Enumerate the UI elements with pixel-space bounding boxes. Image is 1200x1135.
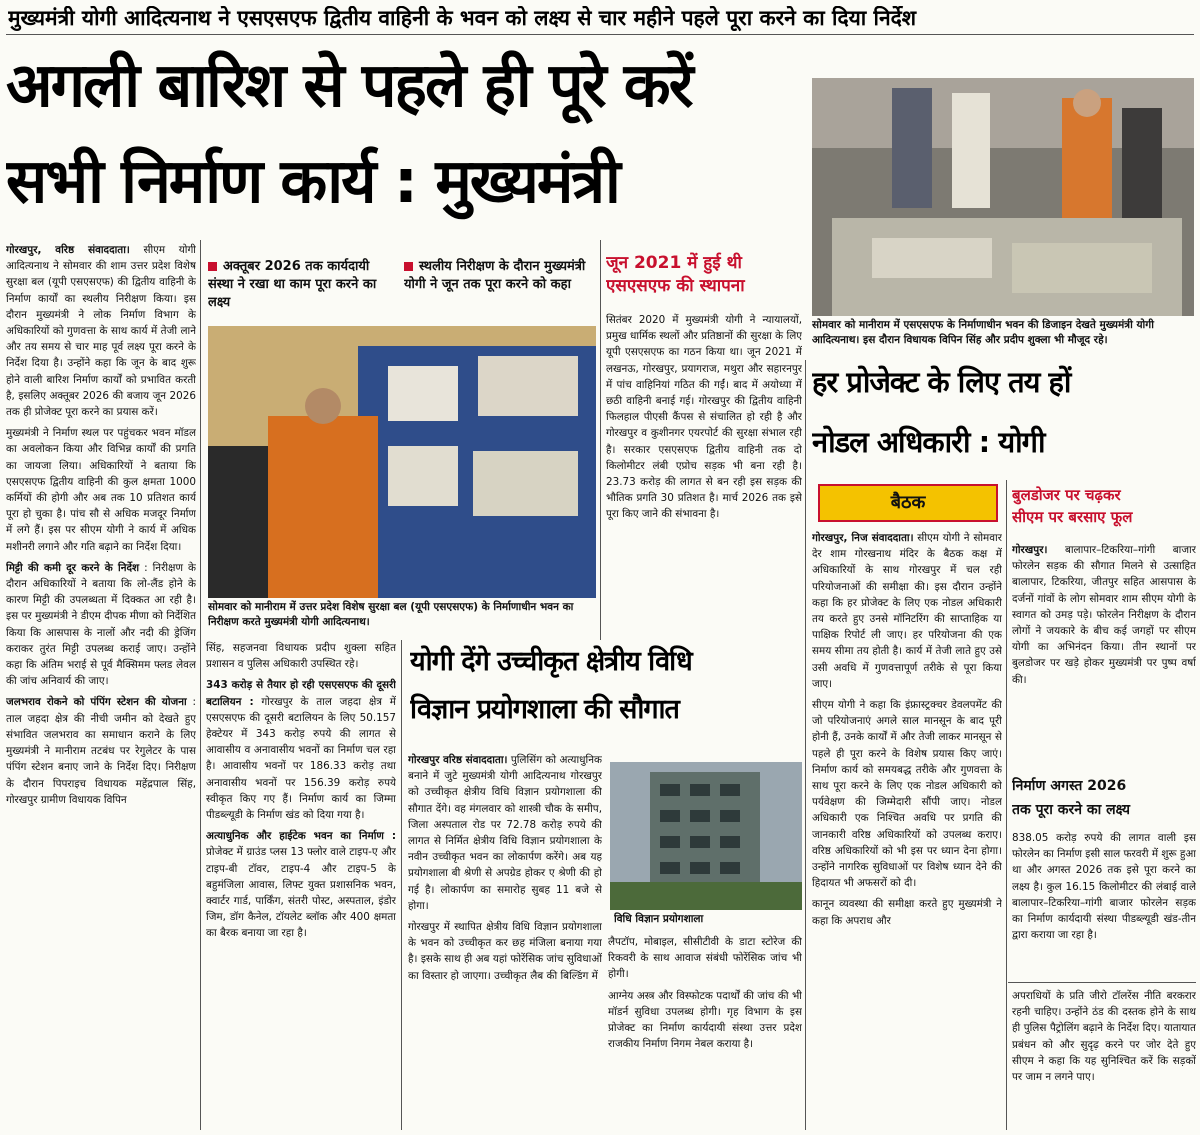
bulldozer-dateline: गोरखपुर। xyxy=(1012,544,1048,556)
col-divider-2 xyxy=(600,240,601,640)
main-story-subhead-1: मिट्टी की कमी दूर करने के निर्देश xyxy=(6,561,140,574)
bulldozer-subhead-line2: तक पूरा करने का लक्ष्य xyxy=(1012,802,1130,818)
main-story-column xyxy=(6,242,196,1132)
photo-lab-building xyxy=(610,762,802,910)
nodal-story-continued: अपराधियों के प्रति जीरो टॉलरेंस नीति बरकरार रहनी चाहिए। उन्होंने ठंड की दस्तक होने के साथ ही पुलिस पैट्रोलिंग बढ़ाने के निर्देश दिए। यातायात प्रबंधन को और सुदृढ़ करने पर जोर देते हुए सीएम ने कहा कि यह सुनिश्चित करें कि सड़कों पर जाम न लगने पाए। xyxy=(1012,990,1196,1084)
middle-para-2: गोरखपुर के ताल जहदा क्षेत्र में एसएसएफ की दूसरी बटालियन के लिए 50.157 हेक्टेयर में 343 करोड़ रुपये की लागत से आवासीय व अनावासीय भवनों का निर्माण चल रहा है। आवासीय भवनों पर 186.33 करोड़ तथा अनावासीय भवनों पर 156.39 करोड़ रुपये स्वीकृत किए गए हैं। निर्माण कार्य का जिम्मा पीडब्ल्यूडी के निर्माण खंड को दिया गया है। xyxy=(206,695,396,822)
main-story-dateline: गोरखपुर, वरिष्ठ संवाददाता। xyxy=(6,244,130,256)
bullet-2 xyxy=(404,258,596,320)
main-story-para-2: मुख्यमंत्री ने निर्माण स्थल पर पहुंचकर भवन मॉडल का अवलोकन किया और विभिन्न कार्यों की प्रगति का जायजा लिया। अधिकारियों ने बताया कि एसएसएफ द्वितीय वाहिनी की कुल क्षमता 1000 कर्मियों की होगी और अब तक 10 प्रतिशत कार्य पूरा हो चुका है। पांच सौ से अधिक मजदूर निर्माण में लगे हैं। इस पर सीएम योगी ने कार्य में अधिक मशीनरी लगाने और गति बढ़ाने का निर्देश दिया। xyxy=(6,427,196,553)
photo-lab-building-image xyxy=(610,762,802,910)
bulldozer-headline xyxy=(1012,484,1194,538)
middle-story-column xyxy=(206,640,396,1130)
lab-story-column-2 xyxy=(608,934,802,1130)
nodal-story-para-2: सीएम योगी ने कहा कि इंफ्रास्ट्रक्चर डेवलपमेंट की जो परियोजनाएं अगले साल मानसून के बाद पूरी होनी हैं, उनके कार्यों में और तेजी लाकर मानसून से पहले ही पूरा करने के विशेष प्रयास किए जाएं। निर्माण कार्य को समयबद्ध तरीके और गुणवत्ता के साथ पूरा करने के लिए एक नोडल अधिकारी को पर्यवेक्षण की जिम्मेदारी सौंपी जाए। नोडल अधिकारी एक निश्चित अवधि पर प्रगति की जानकारी वरिष्ठ अधिकारियों को उपलब्ध कराए। वरिष्ठ अधिकारियों को भी इस पर ध्यान देना होगा। उन्होंने नागरिक सुविधाओं पर विशेष ध्यान देने की हिदायत भी अफसरों को दी। xyxy=(812,699,1002,890)
ssf-box-title-line1: जून 2021 में हुई थी xyxy=(606,253,742,273)
bullet-1-text: अक्तूबर 2026 तक कार्यदायी संस्था ने रखा था काम पूरा करने का लक्ष्य xyxy=(208,259,377,310)
bullet-square-icon xyxy=(404,262,413,271)
main-story-subhead-2: जलभराव रोकने को पंपिंग स्टेशन की योजना xyxy=(6,696,187,709)
lab-story-para-2: गोरखपुर में स्थापित क्षेत्रीय विधि विज्ञान प्रयोगशाला के भवन को उच्चीकृत कर छह मंजिला बनाया गया है। इसके साथ ही अब यहां फोरेंसिक जांच सुविधाओं का विस्तार हो जाएगा। उच्चीकृत लैब की बिल्डिंग में xyxy=(408,921,602,982)
lab-story-dateline: गोरखपुर वरिष्ठ संवाददाता। xyxy=(408,754,508,766)
nodal-story-para-3: कानून व्यवस्था की समीक्षा करते हुए मुख्यमंत्री ने कहा कि अपराध और xyxy=(812,898,1002,927)
main-story-para-4: : ताल जहदा क्षेत्र की नीची जमीन को देखते हुए संभावित जलभराव का समाधान कराने के लिए मुख्यमंत्री ने मानीराम तटबंध पर रेगुलेटर के पास पंपिंग स्टेशन बनाए जाने के निर्देश दिए। निरीक्षण के दौरान पिपराइच विधायक महेंद्रपाल सिंह, गोरखपुर ग्रामीण विधायक विपिन xyxy=(6,696,196,806)
bullet-2-text: स्थलीय निरीक्षण के दौरान मुख्यमंत्री योगी ने जून तक पूरा करने को कहा xyxy=(404,259,586,292)
main-headline-line1: अगली बारिश से पहले ही पूरे करें xyxy=(6,50,692,121)
ssf-box-text: सितंबर 2020 में मुख्यमंत्री योगी ने न्यायालयों, प्रमुख धार्मिक स्थलों और प्रतिष्ठानों की सुरक्षा के लिए यूपी एसएसएफ का गठन किया था। जून 2021 में लखनऊ, गोरखपुर, प्रयागराज, मथुरा और सहारनपुर में पांच वाहिनियां गठित की गईं। बाद में अयोध्या में छठी वाहिनी बनाई गई। गोरखपुर की द्वितीय वाहिनी फिलहाल पीएसी कैंपस से संचालित हो रही है और गोरखपुर व कुशीनगर एयरपोर्ट की सुरक्षा संभाल रही है। सरकार एसएसएफ द्वितीय वाहिनी तक दो किलोमीटर लंबी एप्रोच सड़क भी बना रही है। 23.73 करोड़ की लागत से बन रही इस सड़क की भौतिक प्रगति 30 प्रतिशत है। मार्च 2026 तक इसे पूरा किए जाने की संभावना है। xyxy=(606,314,802,521)
nodal-story-para-1: सीएम योगी ने सोमवार देर शाम गोरखनाथ मंदिर के बैठक कक्ष में अधिकारियों के साथ गोरखपुर में चल रही परियोजनाओं की समीक्षा की। इस दौरान उन्होंने कहा कि हर प्रोजेक्ट के लिए एक नोडल अधिकारी तय करते हुए उनसे मॉनिटरिंग की साप्ताहिक या पाक्षिक रिपोर्ट ली जाए। हर परियोजना की एक समय सीमा तय होती है। कार्य में तेजी लाते हुए उसे उसी अवधि में गुणवत्तापूर्ण तरीके से पूरा किया जाए। xyxy=(812,532,1002,690)
lab-story-column xyxy=(408,752,602,1130)
lab-story-para-1: पुलिसिंग को अत्याधुनिक बनाने में जुटे मुख्यमंत्री योगी आदित्यनाथ गोरखपुर को उच्चीकृत क्षेत्रीय विधि विज्ञान प्रयोगशाला की सौगात देंगे। वह मंगलवार को शास्त्री चौक के समीप, जिला अस्पताल रोड पर 72.78 करोड़ रुपये की लागत से निर्मित क्षेत्रीय विधि विज्ञान प्रयोगशाला के नवीन उच्चीकृत भवन का लोकार्पण करेंगे। अब यह प्रयोगशाला बी श्रेणी से अपग्रेड होकर ए श्रेणी की हो गई है। लोकार्पण का समारोह सुबह 11 बजे से होगा। xyxy=(408,754,602,912)
photo-model-review-image xyxy=(812,78,1194,316)
middle-subhead-2: अत्याधुनिक और हाईटेक भवन का निर्माण : xyxy=(206,830,396,843)
bulldozer-story-column-2: 838.05 करोड़ रुपये की लागत वाली इस फोरलेन का निर्माण इसी साल फरवरी में शुरू हुआ था और अगस्त 2026 तक इसे पूरा करने का लक्ष्य है। कुल 16.15 किलोमीटर की लंबाई वाले बालापार–टिकरिया–गांगी बाजार फोरलेन सड़क का निर्माण कार्यदायी संस्था पीडब्ल्यूडी खंड-तीन द्वारा कराया जा रहा है। xyxy=(1012,832,1196,942)
col-divider-1 xyxy=(200,240,201,1130)
photo-inspection-image xyxy=(208,326,596,598)
col-divider-4 xyxy=(1006,480,1007,1130)
ssf-box-title xyxy=(606,252,802,306)
bullet-square-icon xyxy=(208,262,217,271)
bulldozer-headline-line1: बुलडोजर पर चढ़कर xyxy=(1012,486,1121,504)
lab-headline-line2: विज्ञान प्रयोगशाला की सौगात xyxy=(410,694,679,725)
lab-story-para-4: आग्नेय अस्त्र और विस्फोटक पदार्थों की जांच की भी मॉडर्न सुविधा उपलब्ध होगी। गृह विभाग के इस प्रोजेक्ट का निर्माण कार्यदायी संस्था उत्तर प्रदेश राजकीय निर्माण निगम नेबल कराया है। xyxy=(608,989,802,1051)
photo-model-review xyxy=(812,78,1194,316)
middle-para-3: प्रोजेक्ट में ग्राउंड प्लस 13 फ्लोर वाले टाइप-ए और टाइप-बी टॉवर, टाइप-4 और टाइप-5 के बहुमंजिला आवास, लिफ्ट युक्त प्रशासनिक भवन, क्वार्टर गार्ड, पार्किंग, संतरी पोस्ट, अस्पताल, इंडोर जिम, डॉग कैनेल, टॉयलेट ब्लॉक और 400 क्षमता का बैरक बनाया जा रहा है। xyxy=(206,846,396,940)
col-divider-3 xyxy=(805,360,806,1130)
photo-model-review-caption: सोमवार को मानीराम में एसएसएफ के निर्माणाधीन भवन की डिजाइन देखते मुख्यमंत्री योगी आदित्यनाथ। इस दौरान विधायक विपिन सिंह और प्रदीप शुक्ला भी मौजूद रहे। xyxy=(812,319,1154,346)
bulldozer-story-column xyxy=(1012,542,1196,772)
nodal-headline-line1: हर प्रोजेक्ट के लिए तय हों xyxy=(812,365,1071,399)
col-divider-lab xyxy=(401,640,402,1130)
bulldozer-headline-line2: सीएम पर बरसाए फूल xyxy=(1012,508,1133,526)
ssf-box-title-line2: एसएसएफ की स्थापना xyxy=(606,276,745,296)
photo-inspection xyxy=(208,326,596,598)
photo-lab-caption: विधि विज्ञान प्रयोगशाला xyxy=(614,913,704,925)
middle-para-1: सिंह, सहजनवा विधायक प्रदीप शुक्ला सहित प्रशासन व पुलिस अधिकारी उपस्थित रहे। xyxy=(206,642,396,671)
bullet-1 xyxy=(208,258,398,320)
bulldozer-subhead xyxy=(1012,774,1196,826)
meeting-tag: बैठक xyxy=(818,484,998,522)
photo-inspection-caption: सोमवार को मानीराम में उत्तर प्रदेश विशेष सुरक्षा बल (यूपी एसएसएफ) के निर्माणाधीन भवन का निरीक्षण करते मुख्यमंत्री योगी आदित्यनाथ। xyxy=(208,601,574,628)
nodal-story-dateline: गोरखपुर, निज संवाददाता। xyxy=(812,532,914,544)
lab-headline-line1: योगी देंगे उच्चीकृत क्षेत्रीय विधि xyxy=(410,646,692,677)
bulldozer-divider xyxy=(1008,982,1196,983)
middle-subhead-1: 343 करोड़ से तैयार हो रही एसएसएफ की दूसरी बटालियन : xyxy=(206,679,396,708)
main-story-para-3: : निरीक्षण के दौरान अधिकारियों ने बताया कि लो-लैंड होने के कारण मिट्टी की उपलब्धता में दिक्कत आ रही है। इस पर मुख्यमंत्री ने डीएम दीपक मीणा को निर्देशित किया कि आसपास के नालों और नदी की ड्रेजिंग कराकर तुरंत मिट्टी उपलब्ध कराई जाए। उन्होंने कहा कि अंतिम भराई से पूर्व मैक्सिमम फ्लड लेवल की जांच अनिवार्य की जाए। xyxy=(6,561,196,688)
main-story-para-1: सीएम योगी आदित्यनाथ ने सोमवार की शाम उत्तर प्रदेश विशेष सुरक्षा बल (यूपी एसएसएफ) की द्वितीय वाहिनी के निर्माण कार्यों का स्थलीय निरीक्षण किया। इस दौरान मुख्यमंत्री ने लोक निर्माण विभाग के अधिकारियों को गुणवत्ता के साथ कार्य में तेजी लाने और तय समय से चार माह पूर्व लक्ष्य पूरा करने के निर्देश दिया है। उन्होंने कहा कि जून के बाद शुरू होने वाली बारिश निर्माण कार्यों को प्रभावित करती है, इसलिए अक्तूबर 2026 की बजाय जून 2026 तक ही प्रोजेक्ट पूरा करने का प्रयास करें। xyxy=(6,244,196,419)
lab-story-para-3: लैपटॉप, मोबाइल, सीसीटीवी के डाटा स्टोरेज की रिकवरी के साथ आवाज संबंधी फोरेंसिक जांच भी होगी। xyxy=(608,936,802,981)
main-headline-line2: सभी निर्माण कार्य : मुख्यमंत्री xyxy=(6,146,619,217)
bulldozer-para-1: बालापार–टिकरिया–गांगी बाजार फोरलेन सड़क की सौगात मिलने से उत्साहित बालापार, टिकरिया, जीतपुर सहित आसपास के दर्जनों गांवों के लोग सोमवार शाम सीएम योगी के स्वागत को उमड़ पड़े। फोरलेन निरीक्षण के दौरान लोगों ने जयकारे के बीच कई जगहों पर सीएम योगी का अभिनंदन किया। तीन स्थानों पर बुलडोजर पर खड़े होकर मुख्यमंत्री पर पुष्प वर्षा की। xyxy=(1012,544,1196,686)
nodal-story-column xyxy=(812,530,1002,1130)
nodal-headline-line2: नोडल अधिकारी : योगी xyxy=(812,425,1045,459)
kicker-line: मुख्यमंत्री योगी आदित्यनाथ ने एसएसएफ द्वितीय वाहिनी के भवन को लक्ष्य से चार महीने पहले पूरा करने का दिया निर्देश xyxy=(8,6,917,30)
bulldozer-subhead-line1: निर्माण अगस्त 2026 xyxy=(1012,778,1127,794)
kicker-divider xyxy=(6,34,1194,35)
